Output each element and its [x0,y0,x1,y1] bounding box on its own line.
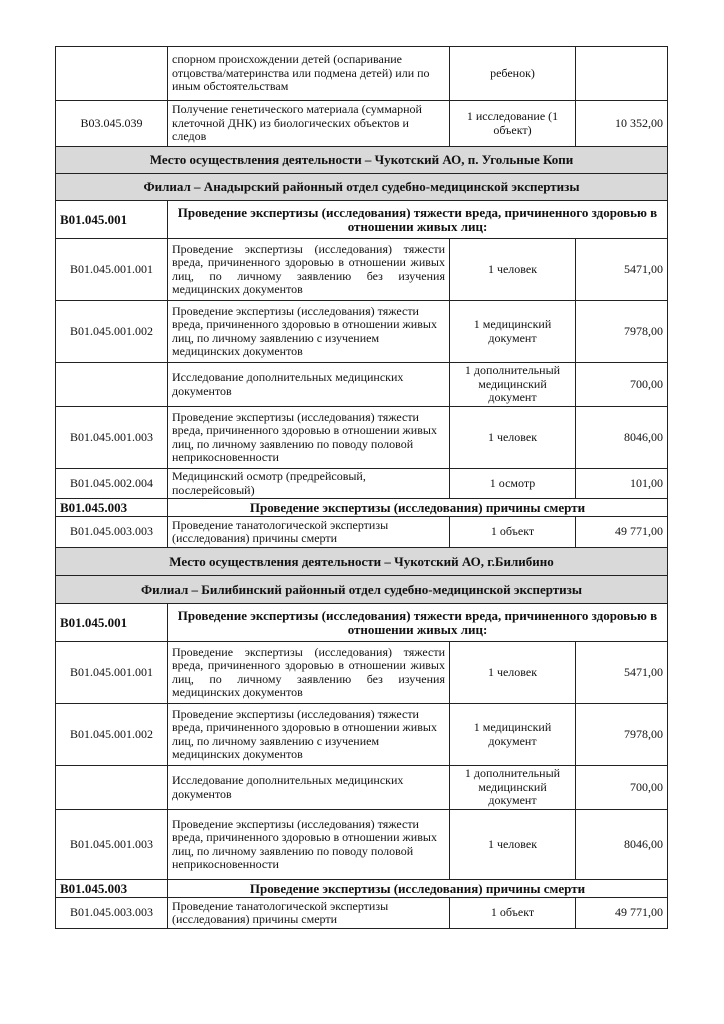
service-unit: 1 объект [450,898,576,929]
service-description: Проведение экспертизы (исследования) тяжести вреда, причиненного здоровью в отношении живых лиц, по личному заявлению без изучения медицинских документов [168,642,450,704]
section-header-row [56,880,668,898]
service-description: Получение генетического материала (суммарной клеточной ДНК) из биологических объектов и следов [168,101,450,147]
service-price: 5471,00 [576,642,668,704]
service-code: В03.045.039 [56,101,168,147]
section-code: В01.045.001 [56,201,168,239]
section-title: Проведение экспертизы (исследования) тяжести вреда, причиненного здоровью в отношении живых лиц: [168,201,668,239]
service-unit: 1 медицинский документ [450,704,576,766]
service-description: Исследование дополнительных медицинских документов [168,766,450,810]
service-unit: 1 объект [450,517,576,548]
service-code: В01.045.001.002 [56,704,168,766]
service-code: В01.045.003.003 [56,517,168,548]
service-code [56,363,168,407]
service-unit: 1 дополнительный медицинский документ [450,363,576,407]
section-code: В01.045.001 [56,604,168,642]
section-header-row [56,499,668,517]
service-price: 10 352,00 [576,101,668,147]
service-row [56,642,668,704]
service-price: 700,00 [576,363,668,407]
service-row [56,517,668,548]
service-price: 49 771,00 [576,898,668,929]
branch-header-text: Филиал – Анадырский районный отдел судебно-медицинской экспертизы [56,174,668,201]
service-code [56,47,168,101]
service-row [56,301,668,363]
service-description: Проведение экспертизы (исследования) тяжести вреда, причиненного здоровью в отношении живых лиц, по личному заявлению по поводу половой неприкосновенности [168,407,450,469]
service-unit: ребенок) [450,47,576,101]
service-description: Проведение экспертизы (исследования) тяжести вреда, причиненного здоровью в отношении живых лиц, по личному заявлению с изучением медицинских документов [168,704,450,766]
branch-header-text: Филиал – Билибинский районный отдел судебно-медицинской экспертизы [56,576,668,604]
service-description: Проведение танатологической экспертизы (исследования) причины смерти [168,517,450,548]
service-unit: 1 осмотр [450,469,576,499]
service-price: 101,00 [576,469,668,499]
service-row [56,407,668,469]
service-description: Проведение экспертизы (исследования) тяжести вреда, причиненного здоровью в отношении живых лиц, по личному заявлению по поводу половой неприкосновенности [168,810,450,880]
service-unit: 1 дополнительный медицинский документ [450,766,576,810]
service-unit: 1 человек [450,407,576,469]
branch-header-row [56,576,668,604]
service-code: В01.045.003.003 [56,898,168,929]
service-price: 7978,00 [576,301,668,363]
location-header-row [56,548,668,576]
service-unit: 1 человек [450,810,576,880]
section-code: В01.045.003 [56,880,168,898]
service-price: 7978,00 [576,704,668,766]
service-price [576,47,668,101]
service-description: Медицинский осмотр (предрейсовый, послерейсовый) [168,469,450,499]
service-row [56,766,668,810]
service-code: В01.045.001.003 [56,407,168,469]
service-unit: 1 исследование (1 объект) [450,101,576,147]
service-row [56,810,668,880]
location-header-row [56,147,668,174]
service-row [56,898,668,929]
service-row [56,704,668,766]
service-code: В01.045.001.001 [56,642,168,704]
price-list-table [55,46,668,929]
service-price: 8046,00 [576,407,668,469]
service-code: В01.045.001.003 [56,810,168,880]
section-title: Проведение экспертизы (исследования) причины смерти [168,499,668,517]
service-description: Проведение танатологической экспертизы (исследования) причины смерти [168,898,450,929]
service-code: В01.045.002.004 [56,469,168,499]
service-unit: 1 медицинский документ [450,301,576,363]
service-description: Проведение экспертизы (исследования) тяжести вреда, причиненного здоровью в отношении живых лиц, по личному заявлению с изучением медицинских документов [168,301,450,363]
branch-header-row [56,174,668,201]
service-description: Исследование дополнительных медицинских документов [168,363,450,407]
service-unit: 1 человек [450,642,576,704]
section-title: Проведение экспертизы (исследования) тяжести вреда, причиненного здоровью в отношении живых лиц: [168,604,668,642]
location-header-text: Место осуществления деятельности – Чукотский АО, п. Угольные Копи [56,147,668,174]
service-row [56,363,668,407]
service-code [56,766,168,810]
section-header-row [56,201,668,239]
service-description: спорном происхождении детей (оспаривание отцовства/материнства или подмена детей) или по иным обстоятельствам [168,47,450,101]
service-row [56,47,668,101]
service-code: В01.045.001.002 [56,301,168,363]
price-list-body [56,47,668,929]
service-row [56,101,668,147]
service-description: Проведение экспертизы (исследования) тяжести вреда, причиненного здоровью в отношении живых лиц, по личному заявлению без изучения медицинских документов [168,239,450,301]
location-header-text: Место осуществления деятельности – Чукотский АО, г.Билибино [56,548,668,576]
section-code: В01.045.003 [56,499,168,517]
service-price: 8046,00 [576,810,668,880]
section-header-row [56,604,668,642]
service-row [56,239,668,301]
service-row [56,469,668,499]
service-code: В01.045.001.001 [56,239,168,301]
service-price: 700,00 [576,766,668,810]
service-price: 49 771,00 [576,517,668,548]
service-unit: 1 человек [450,239,576,301]
section-title: Проведение экспертизы (исследования) причины смерти [168,880,668,898]
service-price: 5471,00 [576,239,668,301]
